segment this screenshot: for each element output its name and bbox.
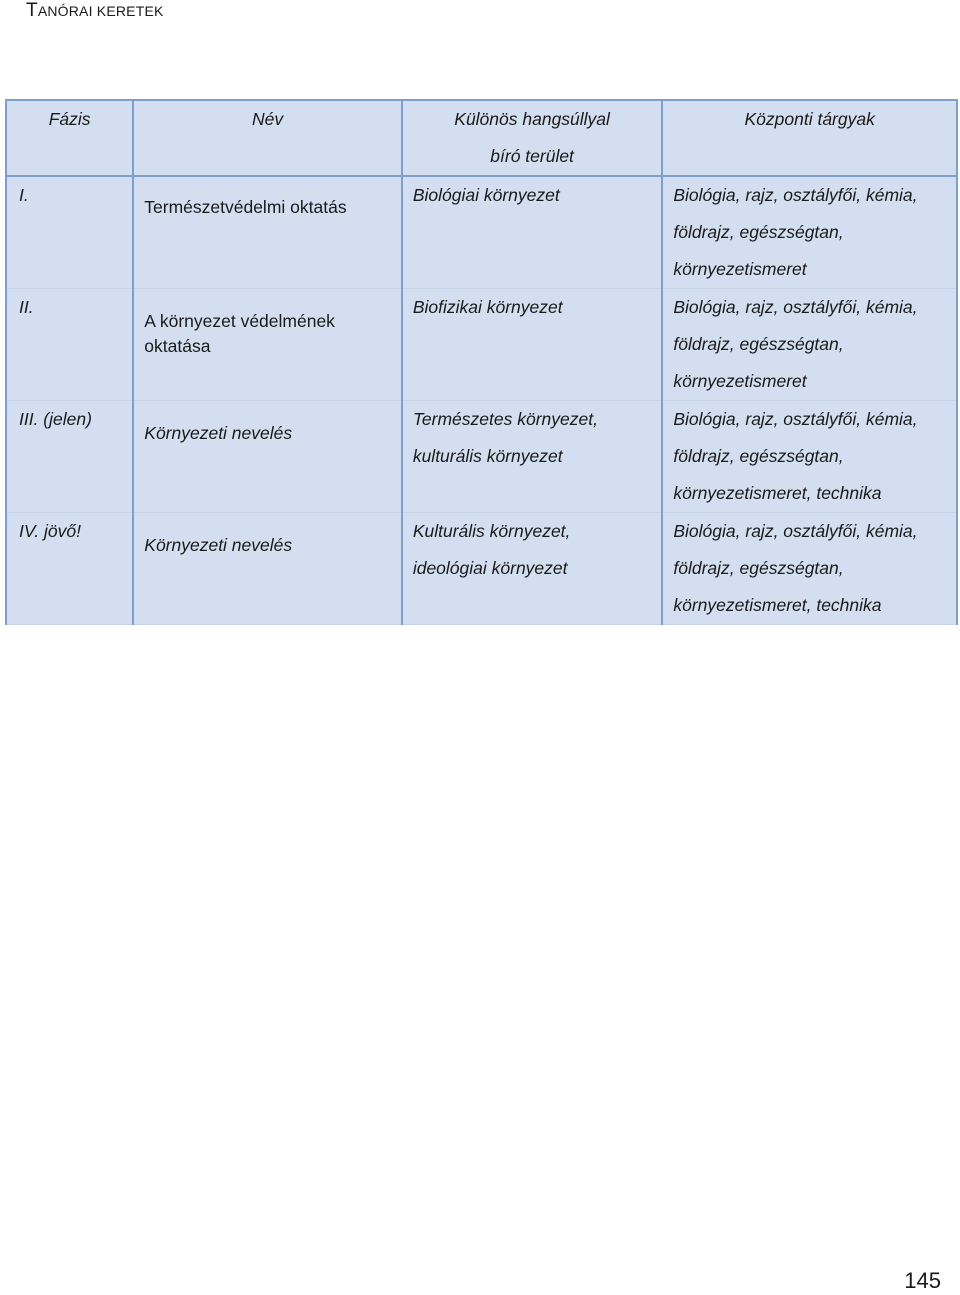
subjects-line: Biológia, rajz, osztályfői, kémia,: [673, 297, 918, 317]
area-line: Természetes környezet,: [412, 409, 598, 429]
table-row: [6, 289, 957, 401]
name-line: Természetvédelmi oktatás: [144, 197, 347, 217]
subjects-cell: [662, 289, 957, 401]
phase-cell: II.: [6, 289, 133, 401]
running-head-rest: ANÓRAI KERETEK: [37, 3, 164, 19]
name-line: Környezeti nevelés: [144, 423, 293, 443]
subjects-line: Biológia, rajz, osztályfői, kémia,: [673, 185, 918, 205]
table-row: [6, 401, 957, 513]
table-row: [6, 176, 957, 289]
subjects-line: földrajz, egészségtan,: [673, 446, 844, 466]
name-cell: [133, 289, 402, 401]
subjects-cell: [662, 513, 957, 625]
phase-cell: I.: [6, 176, 133, 289]
area-line: ideológiai környezet: [412, 558, 568, 578]
phase-cell: IV. jövő!: [6, 513, 133, 625]
name-line: oktatása: [144, 336, 211, 356]
area-line: kulturális környezet: [412, 446, 563, 466]
name-line: A környezet védelmének: [144, 311, 335, 331]
subjects-line: földrajz, egészségtan,: [673, 334, 844, 354]
area-cell: [402, 401, 663, 513]
header-area-line-1: Különös hangsúllyal: [454, 109, 610, 129]
subjects-line: földrajz, egészségtan,: [673, 222, 844, 242]
header-name: Név: [133, 100, 402, 176]
area-cell: [402, 513, 663, 625]
area-line: Biológiai környezet: [412, 185, 560, 205]
area-cell: [402, 176, 663, 289]
subjects-line: környezetismeret, technika: [673, 595, 882, 615]
page-number: 145: [904, 1268, 941, 1293]
name-cell: [133, 401, 402, 513]
subjects-line: környezetismeret: [673, 371, 807, 391]
area-line: Biofizikai környezet: [412, 297, 563, 317]
subjects-line: földrajz, egészségtan,: [673, 558, 844, 578]
area-cell: [402, 289, 663, 401]
phase-cell: III. (jelen): [6, 401, 133, 513]
subjects-line: Biológia, rajz, osztályfői, kémia,: [673, 409, 918, 429]
name-cell: [133, 176, 402, 289]
running-head-initial: T: [26, 0, 38, 21]
table-row: [6, 513, 957, 625]
header-phase: Fázis: [6, 100, 133, 176]
running-head: [26, 0, 164, 22]
subjects-cell: [662, 176, 957, 289]
subjects-line: környezetismeret: [673, 259, 807, 279]
subjects-cell: [662, 401, 957, 513]
table-header-row: [6, 100, 957, 176]
phases-table: [5, 99, 958, 625]
name-line: Környezeti nevelés: [144, 535, 293, 555]
header-area: [402, 100, 663, 176]
subjects-line: környezetismeret, technika: [673, 483, 882, 503]
header-area-line-2: bíró terület: [490, 146, 574, 166]
header-subjects: Központi tárgyak: [662, 100, 957, 176]
subjects-line: Biológia, rajz, osztályfői, kémia,: [673, 521, 918, 541]
name-cell: [133, 513, 402, 625]
area-line: Kulturális környezet,: [412, 521, 571, 541]
